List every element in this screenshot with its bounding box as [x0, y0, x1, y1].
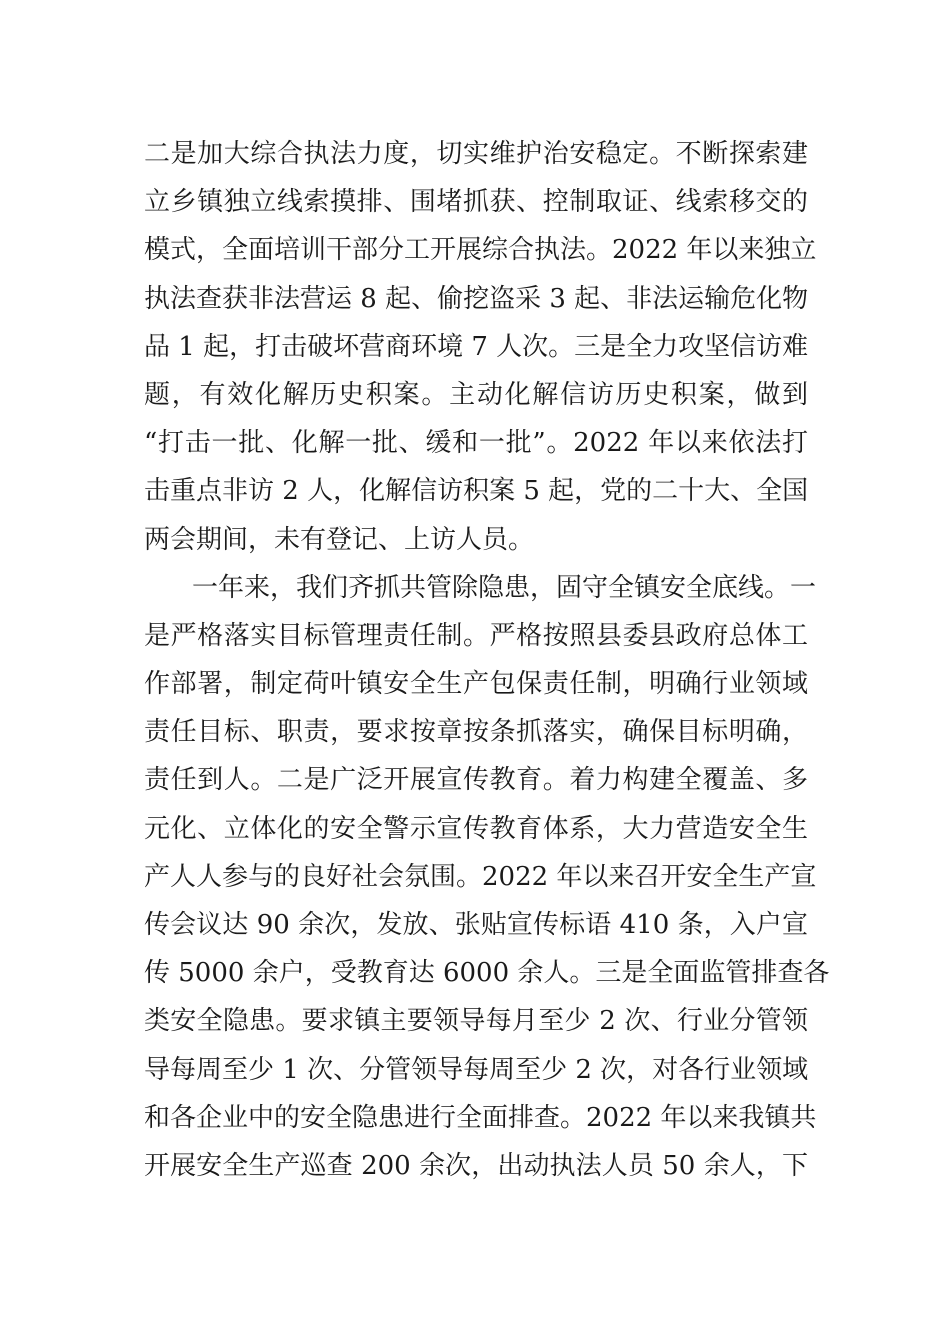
text-line: 是严格落实目标管理责任制。严格按照县委县政府总体工 [144, 620, 808, 651]
text-line: 作部署，制定荷叶镇安全生产包保责任制，明确行业领域 [144, 669, 808, 700]
text-line: 传 5000 余户，受教育达 6000 余人。三是全面监管排查各 [144, 958, 830, 989]
body-text [144, 130, 830, 1190]
text-line: 责任到人。二是广泛开展宣传教育。着力构建全覆盖、多 [144, 765, 808, 796]
text-line: 二是加大综合执法力度，切实维护治安稳定。不断探索建 [144, 139, 808, 169]
text-line: 立乡镇独立线索摸排、围堵抓获、控制取证、线索移交的 [144, 187, 808, 218]
text-line: 和各企业中的安全隐患进行全面排查。2022 年以来我镇共 [144, 1102, 817, 1133]
text-line: “打击一批、化解一批、缓和一批”。2022 年以来依法打 [144, 428, 808, 459]
text-line: 类安全隐患。要求镇主要领导每月至少 2 次、行业分管领 [144, 1006, 808, 1037]
text-line: 责任目标、职责，要求按章按条抓落实，确保目标明确， [144, 717, 808, 748]
text-line: 导每周至少 1 次、分管领导每周至少 2 次，对各行业领域 [144, 1054, 809, 1085]
text-line: 击重点非访 2 人，化解信访积案 5 起，党的二十大、全国 [144, 476, 809, 507]
text-line: 产人人参与的良好社会氛围。2022 年以来召开安全生产宣 [144, 861, 817, 892]
text-line: 模式，全面培训干部分工开展综合执法。2022 年以来独立 [144, 235, 817, 266]
text-line: 品 1 起，打击破坏营商环境 7 人次。三是全力攻坚信访难 [144, 331, 809, 362]
paragraph-first-line: 一年来，我们齐抓共管除隐患，固守全镇安全底线。一 [192, 572, 817, 603]
text-line: 开展安全生产巡查 200 余次，出动执法人员 50 余人，下 [144, 1150, 808, 1181]
text-line: 执法查获非法营运 8 起、偷挖盗采 3 起、非法运输危化物 [144, 283, 809, 314]
text-line: 两会期间，未有登记、上访人员。 [144, 524, 535, 555]
text-line: 题，有效化解历史积案。主动化解信访历史积案，做到 [144, 379, 808, 410]
text-line: 元化、立体化的安全警示宣传教育体系，大力营造安全生 [144, 813, 808, 844]
text-line: 传会议达 90 余次，发放、张贴宣传标语 410 条，入户宣 [144, 910, 808, 940]
